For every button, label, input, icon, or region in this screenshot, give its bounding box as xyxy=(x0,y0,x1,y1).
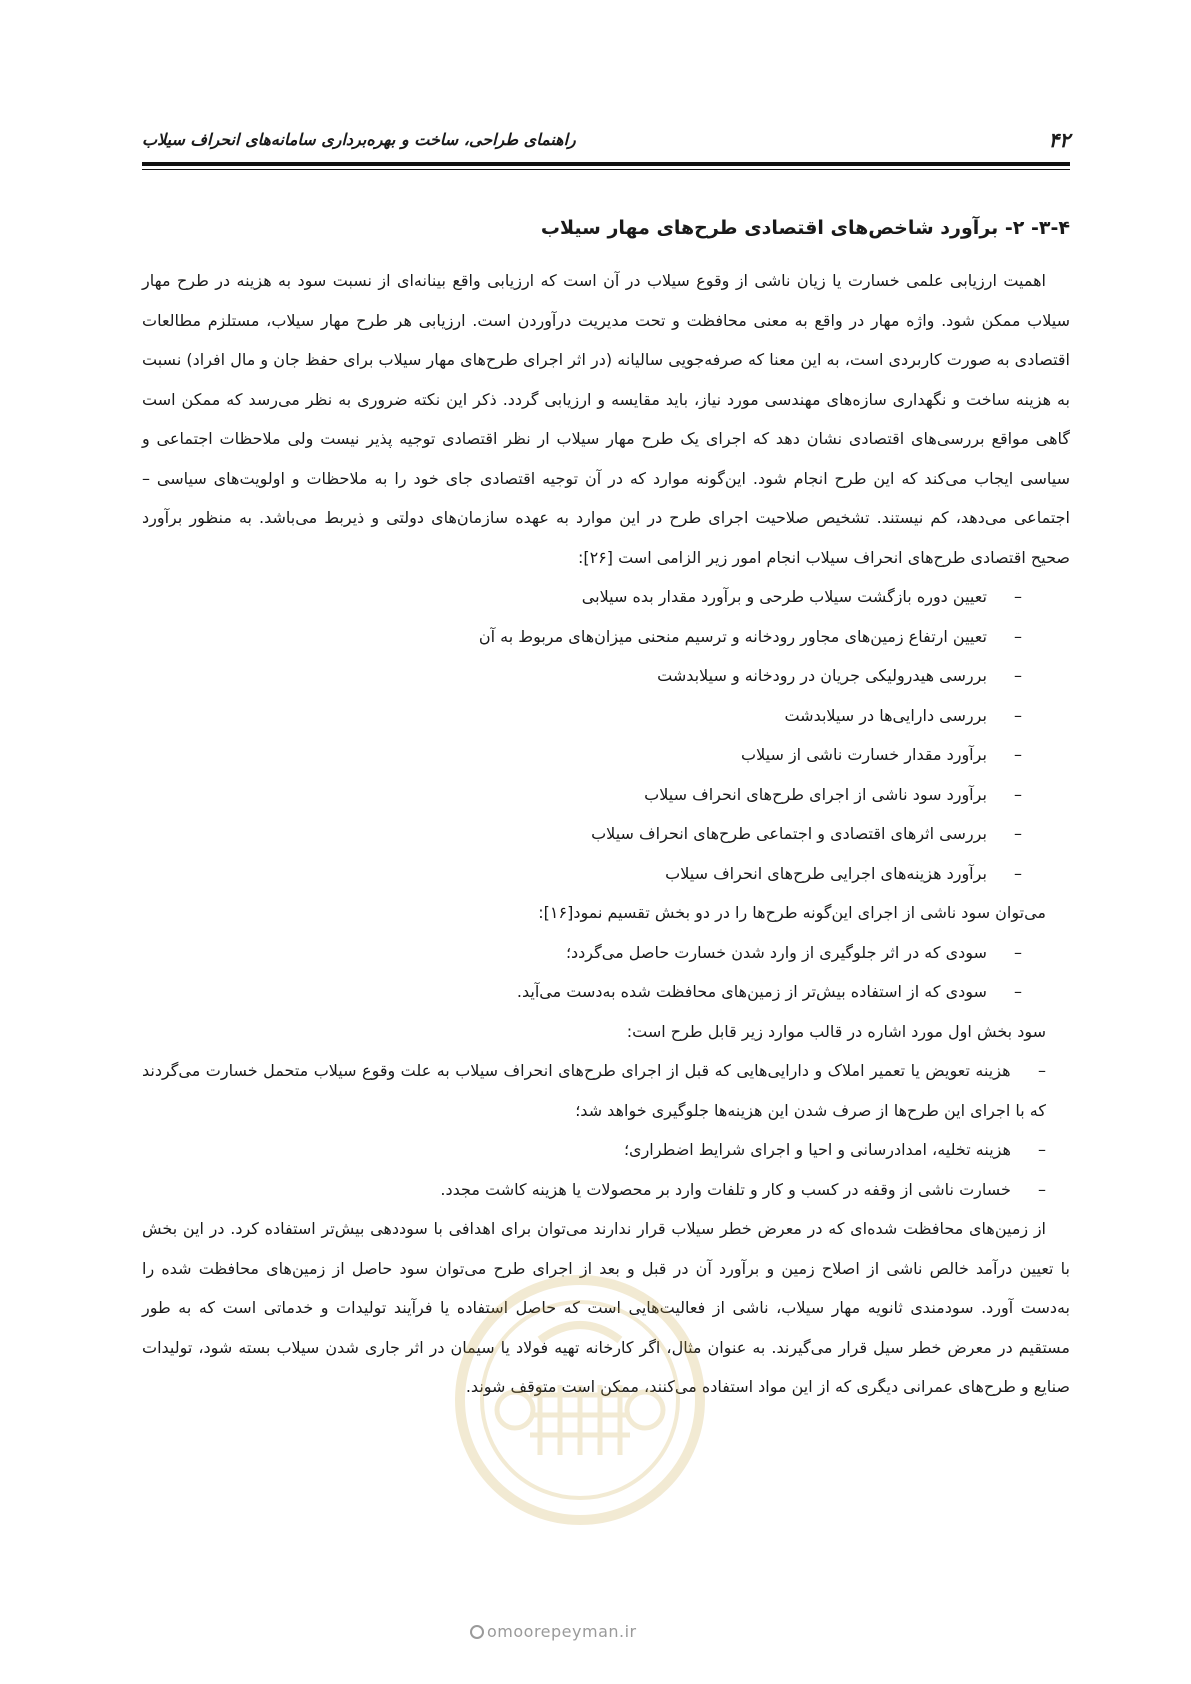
dash-bullet: – xyxy=(1014,824,1022,843)
list-item xyxy=(142,577,1070,617)
dash-bullet: – xyxy=(1014,982,1022,1001)
dash-bullet: – xyxy=(1038,1179,1046,1199)
list-item-text: تعیین دوره بازگشت سیلاب طرحی و برآورد مقدار بده سیلابی xyxy=(581,587,987,606)
list-item xyxy=(142,735,1070,775)
watermark-seal xyxy=(430,1265,730,1535)
page-number: ۴۲ xyxy=(1048,128,1070,152)
list-item-text: بررسی هیدرولیکی جریان در رودخانه و سیلابدشت xyxy=(657,666,987,685)
list-item xyxy=(142,933,1070,973)
dash-bullet: – xyxy=(1014,705,1022,725)
dash-bullet: – xyxy=(1038,1061,1046,1080)
list-item xyxy=(142,1130,1046,1170)
dash-bullet: – xyxy=(1014,863,1022,883)
list-item-text: هزینه تعویض یا تعمیر املاک و دارایی‌هایی که قبل از اجرای طرح‌های انحراف سیلاب به علت وقوع سیلاب متحمل خسارت می‌گردند که با اجرای این طرح‌ها از صرف شدن این هزینه‌ها جلوگیری خواهد شد؛ xyxy=(142,1061,1046,1120)
first-benefit-line: سود بخش اول مورد اشاره در قالب موارد زیر قابل طرح است: xyxy=(626,1021,1046,1041)
list-item xyxy=(142,814,1070,854)
header-rule-thin xyxy=(142,169,1070,170)
list-item-text: برآورد مقدار خسارت ناشی از سیلاب xyxy=(741,745,987,764)
first-benefit-list xyxy=(142,1051,1070,1209)
list-item xyxy=(142,617,1070,657)
benefit-types-list xyxy=(142,933,1070,1012)
list-item xyxy=(142,1051,1046,1130)
list-item xyxy=(142,656,1070,696)
list-item-text: سودی که از استفاده بیش‌تر از زمین‌های محافظت شده به‌دست می‌آید. xyxy=(516,982,987,1001)
list-item-text: برآورد سود ناشی از اجرای طرح‌های انحراف سیلاب xyxy=(644,784,987,804)
page-body xyxy=(142,213,1070,1407)
benefit-intro-line: می‌توان سود ناشی از اجرای این‌گونه طرح‌ها را در دو بخش تقسیم نمود[۱۶]: xyxy=(538,903,1046,922)
requirements-list xyxy=(142,577,1070,893)
running-title: راهنمای طراحی، ساخت و بهره‌برداری سامانه‌های انحراف سیلاب xyxy=(142,130,576,149)
dash-bullet: – xyxy=(1014,666,1022,685)
list-item xyxy=(142,854,1070,894)
footer-watermark xyxy=(470,1622,637,1641)
section-heading: ۳-۴- ۲- برآورد شاخص‌های اقتصادی طرح‌های مهار سیلاب xyxy=(540,217,1070,239)
intro-paragraph: اهمیت ارزیابی علمی خسارت یا زیان ناشی از وقوع سیلاب در آن است که ارزیابی واقع بینانه‌ای از نسبت سود به هزینه در طرح مهار سیلاب ممکن شود. واژه مهار در واقع به معنی محافظت و تحت مدیریت درآوردن است. ارزیابی هر طرح مهار سیلاب، مستلزم مطالعات اقتصادی به صورت کاربردی است، به این معنا که صرفه‌جویی سالیانه (در اثر اجرای طرح‌های مهار سیلاب برای حفظ جان و مال افراد) نسبت به هزینه ساخت و نگهداری سازه‌های مهندسی مورد نیاز، باید مقایسه و ارزیابی گردد. ذکر این نکته ضروری به نظر می‌رسد که ممکن است گاهی مواقع بررسی‌های اقتصادی نشان دهد که اجرای یک طرح مهار سیلاب ار نظر اقتصادی توجیه پذیر نیست ولی ملاحظات اجتماعی و سیاسی ایجاب می‌کند که این طرح انجام شود. این‌گونه موارد که در آن توجیه اقتصادی جای خود را به ملاحظات و اولویت‌های سیاسی – اجتماعی می‌دهد، کم نیستند. تشخیص صلاحیت اجرای طرح در این موارد به عهده سازمان‌های دولتی و ذیربط می‌باشد. به منظور برآورد صحیح اقتصادی طرح‌های انحراف سیلاب انجام امور زیر الزامی است [۲۶]: xyxy=(142,271,1070,567)
at-icon xyxy=(470,1625,484,1639)
list-item xyxy=(142,1170,1046,1210)
dash-bullet: – xyxy=(1014,626,1022,646)
list-item-text: برآورد هزینه‌های اجرایی طرح‌های انحراف سیلاب xyxy=(665,863,987,883)
dash-bullet: – xyxy=(1014,587,1022,606)
list-item-text: بررسی اثرهای اقتصادی و اجتماعی طرح‌های انحراف سیلاب xyxy=(591,824,987,843)
dash-bullet: – xyxy=(1014,942,1022,962)
footer-watermark-text: omoorepeyman.ir xyxy=(487,1622,637,1641)
list-item xyxy=(142,696,1070,736)
dash-bullet: – xyxy=(1014,745,1022,764)
list-item xyxy=(142,972,1070,1012)
list-item-text: بررسی دارایی‌ها در سیلابدشت xyxy=(784,705,987,725)
list-item-text: هزینه تخلیه، امدادرسانی و احیا و اجرای شرایط اضطراری؛ xyxy=(623,1140,1011,1159)
page-header xyxy=(142,122,1070,156)
list-item-text: خسارت ناشی از وقفه در کسب و کار و تلفات وارد بر محصولات یا هزینه کاشت مجدد. xyxy=(440,1179,1011,1199)
header-rule-thick xyxy=(142,162,1070,166)
dash-bullet: – xyxy=(1038,1140,1046,1159)
list-item-text: تعیین ارتفاع زمین‌های مجاور رودخانه و ترسیم منحنی میزان‌های مربوط به آن xyxy=(478,626,987,646)
secondary-benefit-paragraph: از زمین‌های محافظت شده‌ای که در معرض خطر سیلاب قرار ندارند می‌توان برای اهدافی با سوددهی بیش‌تر استفاده کرد. در این بخش با تعیین درآمد خالص ناشی از اصلاح زمین و برآورد آن در قبل و بعد از اجرای طرح می‌توان سود حاصل از زمین‌های محافظت شده را به‌دست آورد. سودمندی ثانویه مهار سیلاب، ناشی از فعالیت‌هایی است که حاصل استفاده یا فرآیند تولیدات و خدماتی است که به طور مستقیم در معرض خطر سیل قرار می‌گیرند. به عنوان مثال، اگر کارخانه تهیه فولاد یا سیمان در اثر جاری شدن سیلاب بسته شود، تولیدات صنایع و طرح‌های عمرانی دیگری که از این مواد استفاده می‌کنند، ممکن است متوقف شوند. xyxy=(142,1219,1070,1396)
list-item xyxy=(142,775,1070,815)
list-item-text: سودی که در اثر جلوگیری از وارد شدن خسارت حاصل می‌گردد؛ xyxy=(565,942,987,962)
dash-bullet: – xyxy=(1014,784,1022,804)
